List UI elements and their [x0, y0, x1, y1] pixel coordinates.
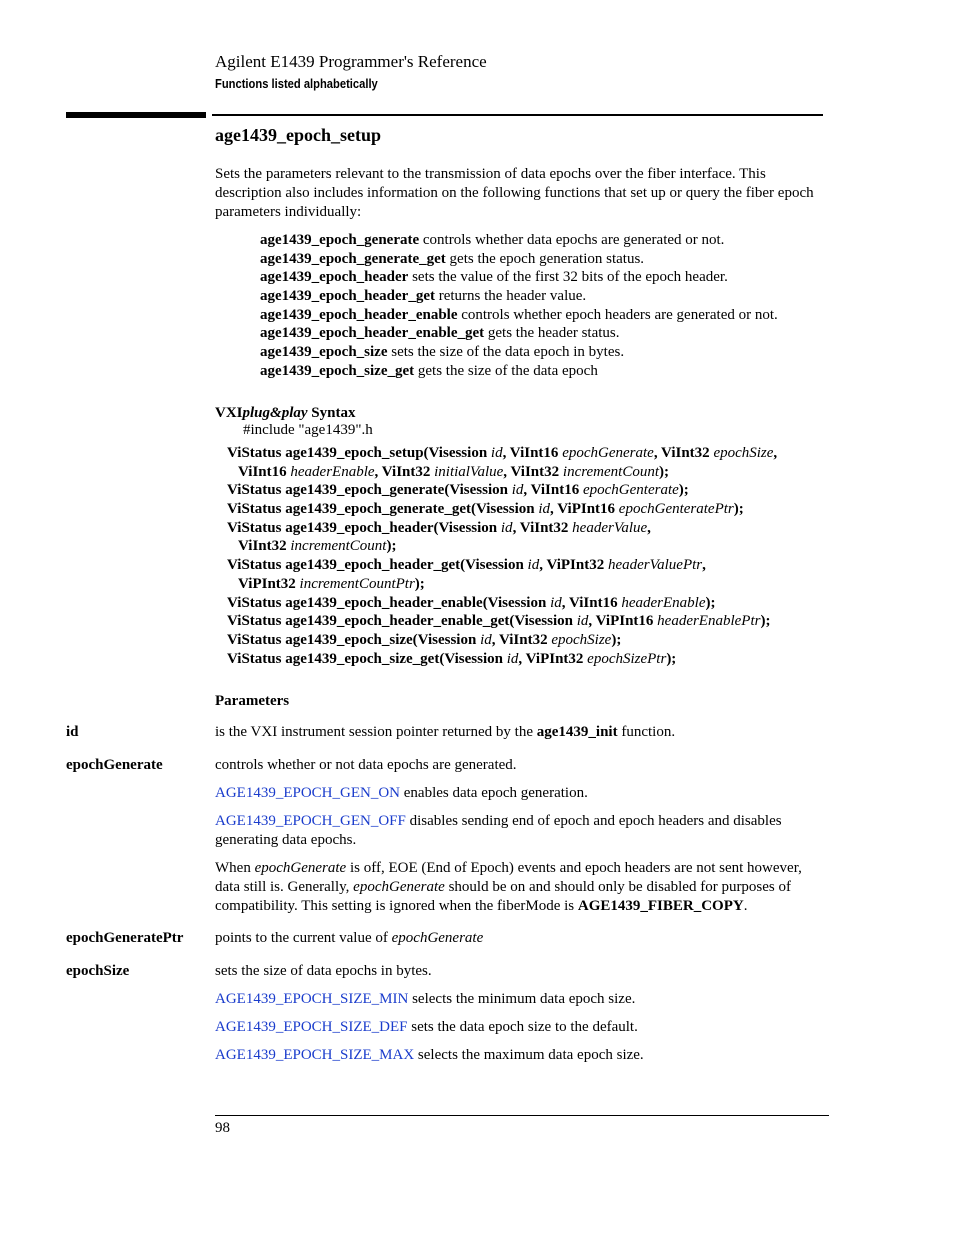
function-name: age1439_epoch_size_get [260, 362, 415, 379]
syntax-param: incrementCount [290, 538, 387, 555]
param-desc-id: is the VXI instrument session pointer returned by the age1439_init function. [215, 724, 676, 740]
function-name: age1439_epoch_header_get [260, 288, 435, 305]
syntax-param: epochGenteratePtr [618, 501, 734, 518]
syntax-code: ViStatus age1439_epoch_setup(Visession [227, 445, 491, 461]
link-gen-off[interactable]: AGE1439_EPOCH_GEN_OFF [215, 813, 406, 829]
syntax-code: ViStatus age1439_epoch_generate_get(Visession [227, 501, 539, 518]
function-desc: gets the size of the data epoch [414, 362, 598, 379]
function-desc: sets the size of the data epoch in bytes. [387, 344, 625, 361]
parameters-heading: Parameters [215, 693, 290, 709]
syntax-code: , ViInt32 [653, 445, 714, 461]
constant-gen-on: AGE1439_EPOCH_GEN_ON enables data epoch generation. [215, 785, 588, 801]
syntax-line [227, 500, 827, 519]
function-list-item [260, 250, 820, 269]
syntax-param: id [480, 631, 492, 648]
syntax-param: headerEnable [621, 594, 706, 611]
function-desc: controls whether epoch headers are generated or not. [457, 306, 778, 323]
syntax-param: epochGenterate [582, 482, 679, 499]
syntax-code: ); [611, 631, 622, 648]
include-line: #include "age1439".h [243, 422, 373, 438]
function-list-item [260, 343, 820, 362]
function-desc: controls whether data epochs are generated or not. [419, 232, 725, 248]
syntax-param: epochSizePtr [587, 650, 667, 667]
function-name: age1439_epoch_generate_get [260, 250, 446, 267]
header-rule-thick [66, 112, 206, 118]
syntax-code: ViInt32 [238, 538, 291, 555]
function-desc: sets the value of the first 32 bits of the epoch header. [408, 269, 728, 286]
syntax-code: , ViInt16 [523, 482, 583, 499]
function-list-item [260, 362, 820, 381]
param-name-epochGeneratePtr: epochGeneratePtr [66, 930, 184, 946]
function-name: age1439_epoch_header [260, 269, 409, 286]
constant-size-def: AGE1439_EPOCH_SIZE_DEF sets the data epoch size to the default. [215, 1019, 638, 1035]
link-size-def[interactable]: AGE1439_EPOCH_SIZE_DEF [215, 1019, 408, 1035]
syntax-param: headerValuePtr [607, 557, 703, 574]
section-heading: Functions listed alphabetically [215, 76, 378, 91]
syntax-heading: VXIplug&play Syntax [215, 405, 356, 421]
syntax-code: ); [705, 594, 716, 611]
syntax-code: , [773, 445, 778, 461]
syntax-line [227, 537, 827, 556]
syntax-param: initialValue [434, 463, 504, 480]
syntax-code: ); [386, 538, 397, 555]
constant-size-max: AGE1439_EPOCH_SIZE_MAX selects the maximum data epoch size. [215, 1047, 644, 1063]
function-list-item [260, 268, 820, 287]
function-name: age1439_epoch_header_enable_get [260, 325, 485, 342]
syntax-code: ViInt16 [238, 463, 291, 480]
syntax-param: id [511, 482, 524, 499]
syntax-code: ViStatus age1439_epoch_header(Visession [227, 519, 501, 536]
syntax-param: id [538, 501, 551, 518]
link-gen-on[interactable]: AGE1439_EPOCH_GEN_ON [215, 785, 400, 801]
syntax-line [227, 575, 827, 594]
syntax-code: , ViInt16 [502, 445, 563, 461]
syntax-code: ViStatus age1439_epoch_header_get(Visession [227, 557, 528, 574]
syntax-param: epochSize [551, 631, 612, 648]
syntax-line [227, 463, 827, 482]
syntax-code: ViStatus age1439_epoch_header_enable(Visession [227, 594, 551, 611]
syntax-code: , ViInt32 [491, 631, 552, 648]
syntax-line [227, 519, 827, 538]
param-name-epochGenerate: epochGenerate [66, 757, 163, 773]
param-desc-epochGeneratePtr: points to the current value of epochGenerate [215, 930, 484, 946]
footer-rule [215, 1115, 829, 1116]
function-list-item [260, 287, 820, 306]
syntax-param: id [500, 519, 513, 536]
syntax-param: epochSize [713, 445, 774, 461]
syntax-param: incrementCountPtr [299, 575, 415, 592]
syntax-code: ); [678, 482, 689, 499]
constant-size-min: AGE1439_EPOCH_SIZE_MIN selects the minimum data epoch size. [215, 991, 636, 1007]
function-list [260, 231, 820, 381]
syntax-code: ViStatus age1439_epoch_size_get(Visession [227, 650, 507, 667]
syntax-line [227, 481, 827, 500]
syntax-code: ); [760, 613, 771, 630]
param-desc-epochSize: sets the size of data epochs in bytes. [215, 963, 432, 979]
syntax-code: , ViInt32 [503, 463, 563, 480]
function-title: age1439_epoch_setup [215, 125, 381, 145]
syntax-param: headerEnablePtr [657, 613, 761, 630]
document-title: Agilent E1439 Programmer's Reference [215, 52, 487, 71]
syntax-line [227, 594, 827, 613]
syntax-line [227, 650, 827, 669]
param-desc-epochGenerate: controls whether or not data epochs are generated. [215, 757, 517, 773]
function-list-item [260, 306, 820, 325]
syntax-code: ViPInt32 [238, 575, 300, 592]
constant-gen-off: AGE1439_EPOCH_GEN_OFF disables sending end of epoch and epoch headers and disables generating data epochs. [215, 813, 782, 848]
syntax-code: ); [659, 463, 669, 480]
function-name: age1439_epoch_header_enable [260, 306, 458, 323]
syntax-code: , [702, 557, 706, 574]
syntax-param: epochGenerate [562, 445, 654, 461]
function-desc: gets the header status. [484, 325, 620, 342]
syntax-code: ); [733, 501, 744, 518]
syntax-line [227, 556, 827, 575]
syntax-param: id [490, 445, 503, 461]
param-name-id: id [66, 724, 79, 740]
syntax-code: ); [666, 650, 677, 667]
param-name-epochSize: epochSize [66, 963, 130, 979]
syntax-param: id [506, 650, 519, 667]
link-size-min[interactable]: AGE1439_EPOCH_SIZE_MIN [215, 991, 409, 1007]
syntax-line [227, 631, 827, 650]
syntax-param: incrementCount [562, 463, 659, 480]
syntax-code: , ViPInt32 [518, 650, 588, 667]
page-number: 98 [215, 1120, 230, 1136]
syntax-code: , ViPInt32 [539, 557, 608, 574]
syntax-param: id [527, 557, 540, 574]
header-rule-thin [212, 114, 823, 116]
link-size-max[interactable]: AGE1439_EPOCH_SIZE_MAX [215, 1047, 415, 1063]
function-list-item [260, 231, 820, 250]
syntax-code: ViStatus age1439_epoch_size(Visession [227, 631, 481, 648]
function-name: age1439_epoch_size [260, 344, 388, 361]
syntax-code: , ViInt32 [512, 519, 573, 536]
syntax-param: headerValue [572, 519, 648, 536]
syntax-line [227, 612, 827, 631]
function-desc: returns the header value. [434, 288, 587, 305]
intro-paragraph: Sets the parameters relevant to the transmission of data epochs over the fiber interface. This description also includes information on the following functions that set up or query the fiber epoch parameters individually: [215, 166, 814, 220]
syntax-code: , ViInt32 [374, 463, 435, 480]
syntax-code: , ViPInt16 [550, 501, 619, 518]
function-name: age1439_epoch_generate [260, 232, 420, 248]
syntax-code: ViStatus age1439_epoch_generate(Visession [227, 482, 512, 499]
syntax-param: id [550, 594, 562, 611]
syntax-code: , [647, 519, 651, 536]
syntax-param: id [576, 613, 589, 630]
epochGenerate-note: When epochGenerate is off, EOE (End of Epoch) events and epoch headers are not sent however, data still is. Generally, epochGenerate should be on and should only be disabled for purposes of compatibility. This setting is ignored when the fiberMode is AGE1439_FIBER_COPY. [215, 860, 802, 914]
syntax-code: , ViPInt16 [588, 613, 658, 630]
syntax-line [227, 444, 827, 463]
syntax-code: ViStatus age1439_epoch_header_enable_get(Visession [227, 613, 577, 630]
syntax-code: ); [414, 575, 425, 592]
syntax-param: headerEnable [290, 463, 375, 480]
syntax-block [227, 444, 827, 668]
syntax-code: , ViInt16 [561, 594, 622, 611]
function-list-item [260, 324, 820, 343]
function-desc: gets the epoch generation status. [445, 250, 645, 267]
